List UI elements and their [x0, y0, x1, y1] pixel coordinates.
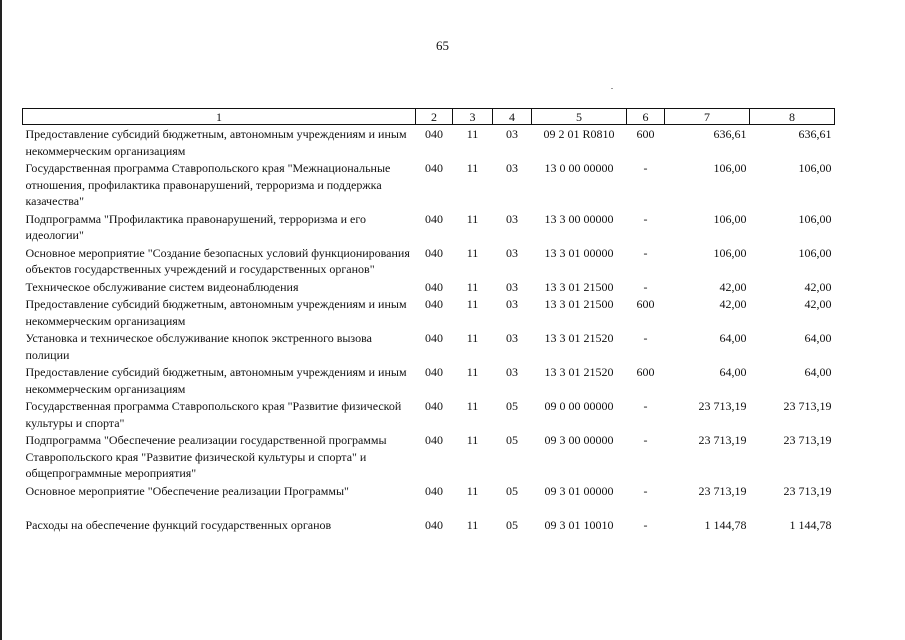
- table-row: [23, 329, 835, 363]
- amount-col8: 106,00: [798, 211, 832, 226]
- amount-col7: 64,00: [719, 331, 747, 345]
- section-code: 11: [466, 399, 479, 413]
- expense-type-code: -: [643, 518, 648, 532]
- ministry-code: 040: [425, 399, 443, 413]
- column-header: 3: [453, 109, 493, 125]
- ministry-code: 040: [425, 518, 443, 532]
- ministry-code: 040: [425, 279, 443, 294]
- page-number: 65: [436, 38, 449, 53]
- table-header-row: [23, 109, 835, 125]
- subsection-code: 03: [506, 279, 518, 294]
- expense-name: Основное мероприятие "Обеспечение реализации Программы": [25, 483, 349, 498]
- amount-col8: 106,00: [798, 161, 832, 175]
- ministry-code: 040: [425, 331, 443, 345]
- amount-col8: 64,00: [804, 331, 832, 345]
- subsection-code: 03: [506, 127, 518, 141]
- table-row: [23, 210, 835, 244]
- column-header: 4: [493, 109, 532, 125]
- target-article-code: 13 0 00 00000: [544, 161, 614, 175]
- ministry-code: 040: [425, 365, 443, 379]
- section-code: 11: [466, 161, 479, 175]
- target-article-code: 13 3 01 21520: [544, 365, 614, 379]
- expense-name: Предоставление субсидий бюджетным, автономным учреждениям и иным некоммерческим организациям: [25, 297, 407, 328]
- scan-speck: [611, 88, 613, 89]
- target-article-code: 09 0 00 00000: [544, 399, 614, 413]
- expense-name: Государственная программа Ставропольского края "Развитие физической культуры и спорта": [25, 399, 402, 430]
- table-row: [23, 295, 835, 329]
- section-code: 11: [466, 331, 479, 345]
- section-code: 11: [466, 127, 479, 141]
- subsection-code: 03: [506, 331, 518, 345]
- expense-name: Расходы на обеспечение функций государственных органов: [25, 518, 332, 532]
- subsection-code: 03: [506, 365, 518, 379]
- amount-col8: 636,61: [798, 127, 832, 141]
- table-row: [23, 482, 835, 500]
- column-header: 6: [627, 109, 665, 125]
- expense-type-code: -: [643, 279, 648, 294]
- amount-col7: 106,00: [713, 245, 747, 260]
- table-row: [23, 363, 835, 397]
- amount-col7: 1 144,78: [704, 518, 747, 532]
- column-header: 2: [416, 109, 453, 125]
- expense-type-code: 600: [636, 127, 655, 141]
- subsection-code: 03: [506, 211, 518, 226]
- column-header: 1: [23, 109, 416, 125]
- target-article-code: 09 3 01 10010: [544, 518, 614, 532]
- amount-col8: 42,00: [804, 279, 832, 294]
- expense-type-code: -: [643, 211, 648, 226]
- ministry-code: 040: [425, 433, 443, 447]
- amount-col8: 23 713,19: [783, 483, 832, 498]
- table-row: [23, 499, 835, 534]
- amount-col7: 23 713,19: [698, 399, 747, 413]
- expense-type-code: -: [643, 399, 648, 413]
- expense-name: Государственная программа Ставропольского края "Межнациональные отношения, профилактика правонарушений, терроризма и поддержка казачества": [25, 161, 391, 208]
- expense-name: Предоставление субсидий бюджетным, автономным учреждениям и иным некоммерческим организациям: [25, 127, 407, 158]
- column-header: 7: [665, 109, 750, 125]
- target-article-code: 13 3 01 21520: [544, 331, 614, 345]
- amount-col8: 64,00: [804, 365, 832, 379]
- subsection-code: 05: [506, 518, 518, 532]
- subsection-code: 05: [506, 433, 518, 447]
- table-row: [23, 278, 835, 296]
- expense-type-code: 600: [636, 297, 655, 311]
- table-row: [23, 125, 835, 160]
- target-article-code: 09 2 01 R0810: [543, 127, 615, 141]
- amount-col7: 42,00: [719, 297, 747, 311]
- expense-type-code: -: [643, 245, 648, 260]
- amount-col8: 42,00: [804, 297, 832, 311]
- expense-type-code: -: [643, 433, 648, 447]
- amount-col7: 636,61: [713, 127, 747, 141]
- subsection-code: 05: [506, 483, 518, 498]
- expense-type-code: -: [643, 483, 648, 498]
- target-article-code: 13 3 01 21500: [544, 279, 614, 294]
- target-article-code: 13 3 01 00000: [544, 245, 614, 260]
- ministry-code: 040: [425, 211, 443, 226]
- target-article-code: 09 3 01 00000: [544, 483, 614, 498]
- expense-name: Предоставление субсидий бюджетным, автономным учреждениям и иным некоммерческим организациям: [25, 365, 407, 396]
- ministry-code: 040: [425, 297, 443, 311]
- subsection-code: 03: [506, 297, 518, 311]
- expense-type-code: -: [643, 161, 648, 175]
- section-code: 11: [466, 433, 479, 447]
- table-row: [23, 431, 835, 482]
- amount-col7: 23 713,19: [698, 483, 747, 498]
- ministry-code: 040: [425, 245, 443, 260]
- amount-col7: 23 713,19: [698, 433, 747, 447]
- column-header: 5: [532, 109, 627, 125]
- section-code: 11: [466, 518, 479, 532]
- amount-col8: 1 144,78: [789, 518, 832, 532]
- table-row: [23, 159, 835, 210]
- amount-col7: 64,00: [719, 365, 747, 379]
- expense-name: Подпрограмма "Обеспечение реализации государственной программы Ставропольского края "Развитие физической культуры и спорта" и общепрограммные мероприятия": [25, 433, 387, 480]
- subsection-code: 03: [506, 161, 518, 175]
- ministry-code: 040: [425, 127, 443, 141]
- target-article-code: 09 3 00 00000: [544, 433, 614, 447]
- amount-col8: 106,00: [798, 245, 832, 260]
- ministry-code: 040: [425, 483, 443, 498]
- amount-col7: 106,00: [713, 211, 747, 226]
- subsection-code: 03: [506, 245, 518, 260]
- budget-table: [22, 108, 835, 534]
- section-code: 11: [466, 297, 479, 311]
- expense-name: Техническое обслуживание систем видеонаблюдения: [25, 279, 299, 294]
- expense-type-code: 600: [636, 365, 655, 379]
- expense-type-code: -: [643, 331, 648, 345]
- section-code: 11: [466, 279, 479, 294]
- column-header: 8: [750, 109, 835, 125]
- target-article-code: 13 3 01 21500: [544, 297, 614, 311]
- section-code: 11: [466, 483, 479, 498]
- section-code: 11: [466, 245, 479, 260]
- page-edge-line: [0, 0, 2, 640]
- ministry-code: 040: [425, 161, 443, 175]
- expense-name: Основное мероприятие "Создание безопасных условий функционирования объектов государственных учреждений и государственных органов": [25, 245, 410, 276]
- amount-col8: 23 713,19: [783, 433, 832, 447]
- subsection-code: 05: [506, 399, 518, 413]
- section-code: 11: [466, 365, 479, 379]
- section-code: 11: [466, 211, 479, 226]
- table-row: [23, 397, 835, 431]
- amount-col7: 106,00: [713, 161, 747, 175]
- expense-name: Подпрограмма "Профилактика правонарушений, терроризма и его идеологии": [25, 211, 366, 242]
- target-article-code: 13 3 00 00000: [544, 211, 614, 226]
- expense-name: Установка и техническое обслуживание кнопок экстренного вызова полиции: [25, 331, 372, 362]
- table-row: [23, 244, 835, 278]
- amount-col8: 23 713,19: [783, 399, 832, 413]
- amount-col7: 42,00: [719, 279, 747, 294]
